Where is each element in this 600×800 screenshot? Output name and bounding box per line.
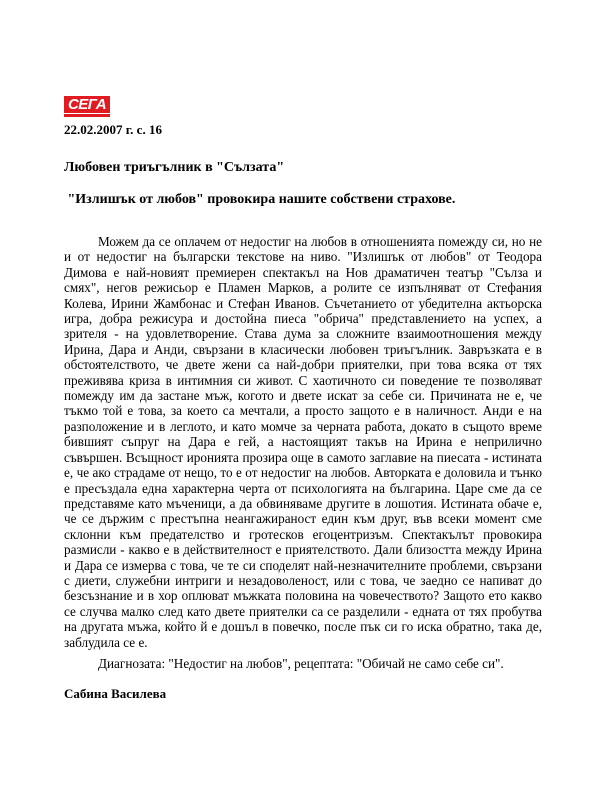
dateline: 22.02.2007 г. с. 16 (64, 122, 162, 137)
newspaper-logo (64, 96, 110, 118)
logo-text: СЕГА (67, 96, 107, 113)
logo-underline (64, 114, 110, 117)
article-author: Сабина Василева (64, 686, 167, 701)
article-closing: Диагнозата: "Недостиг на любов", рецептата: "Обичай не само себе си". (98, 656, 504, 671)
article-title: Любовен триъгълник в "Сълзата" (64, 160, 285, 175)
article-subtitle: "Излишък от любов" провокира нашите собствени страхове. (64, 192, 456, 207)
article-body: Можем да се оплачем от недостиг на любов в отношенията помежду си, но не и от недостиг на български текстове на ниво. "Излишък от любов" от Теодора Димова е най-новият премиерен спектакъл на Нов драматичен театър "Сълза и смях", негов режисьор е Пламен Марков, а ролите се изпълняват от Стефания Колева, Ирини Жамбонас и Стефан Иванов. Съчетанието от убедителна актьорска игра, добра режисура и достойна пиеса "обрича" представлението на успех, а зрителя - на удовлетворение. Става дума за сложните взаимоотношения между Ирина, Дара и Анди, свързани в класически любовен триъгълник. Завръзката е в обстоятелството, че двете жени са най-добри приятелки, при това всяка от тях преживява криза в интимния си живот. С хаотичното си поведение те позволяват помежду им да застане мъж, когото и двете искат за себе си. Причината не е, че тъкмо той е това, за което са мечтали, а просто защото е в наличност. Анди е на разположение и в леглото, и като момче за черната работа, докато в същото време бившият съпруг на Дара е гей, а настоящият такъв на Ирина е неприлично съвършен. Всъщност иронията прозира още в самото заглавие на пиесата - истината е, че ако страдаме от нещо, то е от недостиг на любов. Авторката е доловила и тънко е пресъздала една характерна черта от психологията на българина. Царе сме да се представяме като мъченици, а да обвиняваме другите в лошотия. Истината обаче е, че се държим с престъпна неангажираност един към друг, във всеки момент сме склонни към предателство и гротесков егоцентризъм. Спектакълът провокира размисли - какво е в действителност е приятелството. Дали близостта между Ирина и Дара се измерва с това, че те си споделят най-незначителните проблеми, свързани с диети, служебни интриги и незадоволеност, или с това, че заедно се напиват до безсъзнание и в хор оплюват мъжката половина на човечеството? Защото ето какво се случва малко след като двете приятелки са се разделили - едната от тях пробутва на другата мъжа, който й е дошъл в повечко, после пък си го иска обратно, така де, заблудила се е. (64, 234, 542, 650)
